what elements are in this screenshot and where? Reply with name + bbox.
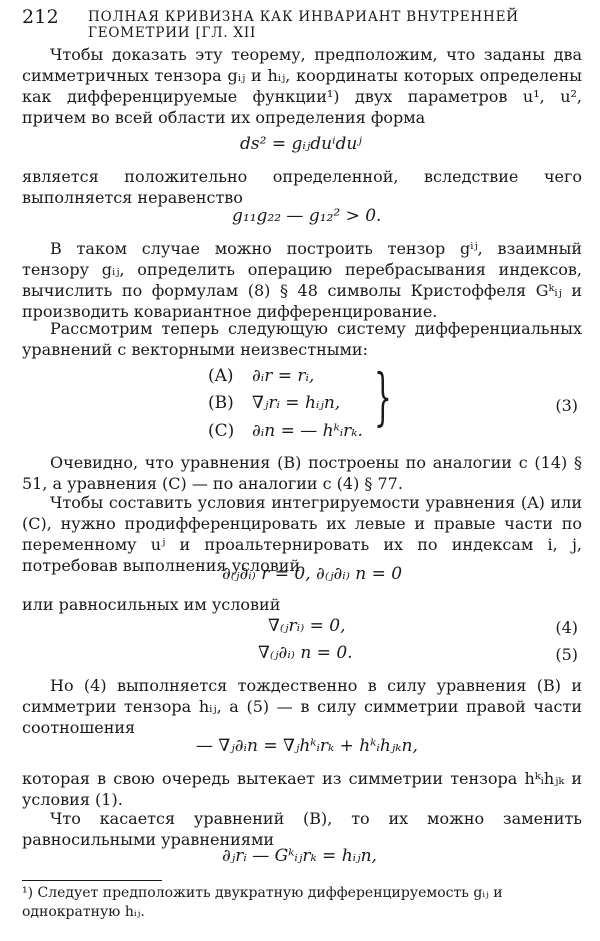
- footnote-rule: [22, 880, 162, 881]
- equation-5: ∇₍ⱼ∂ᵢ₎ n = 0.: [258, 643, 353, 663]
- equation-6: — ∇ⱼ∂ᵢn = ∇ⱼhᵏᵢrₖ + hᵏᵢhⱼₖn,: [196, 736, 418, 756]
- paragraph-7: или равносильных им условий: [22, 595, 281, 614]
- equation-7: ∂ⱼrᵢ — Gᵏᵢⱼrₖ = hᵢⱼn,: [222, 846, 377, 866]
- system-expr-b: ∇ⱼrᵢ = hᵢⱼn,: [252, 393, 341, 413]
- equation-5-number: (5): [555, 645, 578, 664]
- system-expr-a: ∂ᵢr = rᵢ,: [252, 366, 315, 386]
- system-label-c: (C): [208, 421, 235, 441]
- paragraph-2: является положительно определенной, вследствие чего выполняется неравенство: [22, 167, 582, 207]
- paragraph-9: которая в свою очередь вытекает из симметрии тензора hᵏᵢhⱼₖ и условия (1).: [22, 769, 582, 809]
- running-header: [22, 6, 582, 41]
- paragraph-8: Но (4) выполняется тождественно в силу уравнения (B) и симметрии тензора hᵢⱼ, а (5) — в силу симметрии правой части соотношения: [22, 676, 582, 737]
- page-number: 212: [22, 6, 59, 28]
- paragraph-10: Что касается уравнений (B), то их можно заменить равносильными уравнениями: [22, 809, 582, 849]
- equation-ds2: ds² = gᵢⱼduⁱduʲ: [240, 134, 362, 154]
- system-row-a: [208, 366, 314, 386]
- equation-inequality: g₁₁g₂₂ — g₁₂² > 0.: [232, 206, 382, 226]
- system-row-c: [208, 421, 363, 441]
- chapter-title: ПОЛНАЯ КРИВИЗНА КАК ИНВАРИАНТ ВНУТРЕННЕЙ ГЕОМЕТРИИ [ГЛ. XII: [88, 9, 519, 41]
- system-label-a: (A): [208, 366, 234, 386]
- footnote: ¹) Следует предположить двукратную дифференцируемость gᵢⱼ и однократную hᵢⱼ.: [22, 885, 503, 920]
- system-row-b: [208, 393, 340, 413]
- equation-4-number: (4): [555, 618, 578, 637]
- paragraph-5: Очевидно, что уравнения (B) построены по аналогии с (14) § 51, а уравнения (C) — по аналогии с (4) § 77.: [22, 453, 582, 493]
- paragraph-4: Рассмотрим теперь следующую систему дифференциальных уравнений с векторными неизвестными:: [22, 319, 582, 359]
- paragraph-6: Чтобы составить условия интегрируемости уравнения (A) или (C), нужно продифференцировать их левые и правые части по переменному uʲ и проальтернировать их по индексам i, j, потребовав выполнения условий: [22, 493, 582, 575]
- system-expr-c: ∂ᵢn = — hᵏᵢrₖ.: [252, 421, 363, 441]
- equation-integrability: ∂₍ⱼ∂ᵢ₎ r = 0, ∂₍ⱼ∂ᵢ₎ n = 0: [222, 564, 403, 584]
- system-label-b: (B): [208, 393, 234, 413]
- right-brace: }: [374, 360, 392, 433]
- equation-4: ∇₍ⱼrᵢ₎ = 0,: [268, 616, 346, 636]
- paragraph-1: Чтобы доказать эту теорему, предположим, что заданы два симметричных тензора gᵢⱼ и hᵢⱼ, координаты которых определены как дифференцируемые функции¹) двух параметров u¹, u², причем во всей области их определения форма: [22, 45, 582, 127]
- system-number: (3): [555, 396, 578, 415]
- paragraph-3: В таком случае можно построить тензор gⁱʲ, взаимный тензору gᵢⱼ, определить операцию перебрасывания индексов, вычислить по формулам (8) § 48 символы Кристоффеля Gᵏᵢⱼ и производить ковариантное дифференцирование.: [22, 239, 582, 321]
